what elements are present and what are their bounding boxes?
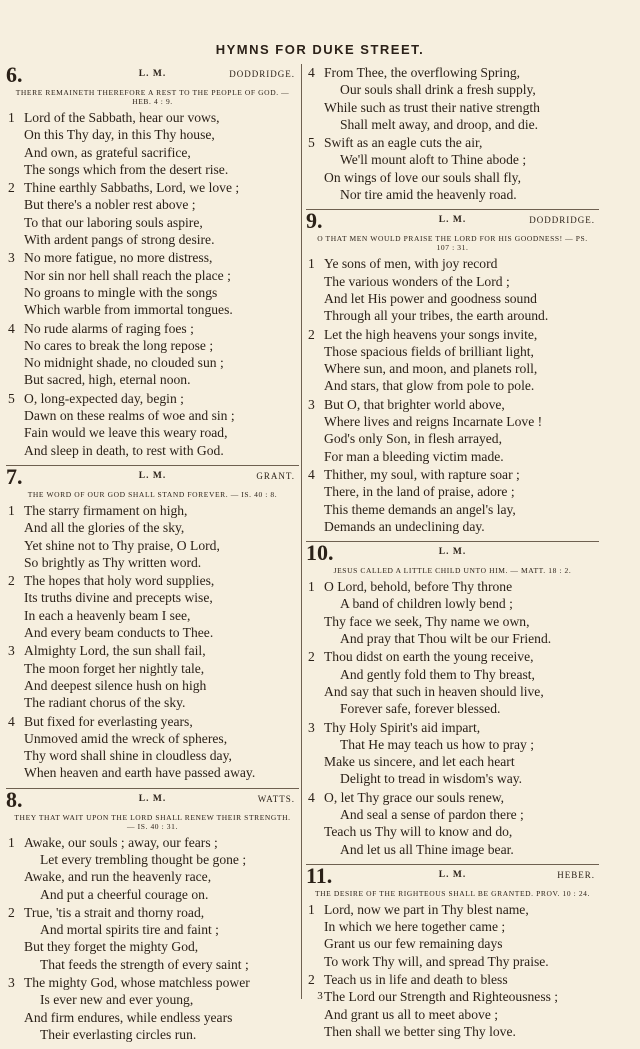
verse-text: Unmoved amid the wreck of spheres, <box>24 730 228 746</box>
stanza <box>6 713 299 782</box>
verse-line <box>306 666 599 683</box>
meter-label: L. M. <box>438 869 467 880</box>
verse-line <box>306 823 599 840</box>
verse-line <box>6 337 299 354</box>
verse-text: And deepest silence hush on high <box>24 677 207 693</box>
verse-line <box>6 660 299 677</box>
stanza-number: 3 <box>8 250 15 266</box>
stanza <box>6 834 299 903</box>
verse-text: The Lord our Strength and Righteousness ; <box>324 989 559 1005</box>
verse-text: Those spacious fields of brilliant light, <box>324 343 534 359</box>
verse-line <box>306 595 599 612</box>
verse-line <box>306 116 599 133</box>
verse-text: Is ever new and ever young, <box>40 992 194 1008</box>
stanza-number: 5 <box>8 390 15 406</box>
verse-line <box>6 214 299 231</box>
stanza <box>306 326 599 395</box>
stanza <box>306 255 599 324</box>
verse-line <box>306 466 599 483</box>
verse-text: The starry firmament on high, <box>24 502 188 518</box>
stanza <box>6 249 299 318</box>
stanza <box>306 901 599 970</box>
stanza-number: 4 <box>308 466 315 482</box>
hymn-8-continued <box>306 64 599 203</box>
verse-text: And own, as grateful sacrifice, <box>24 144 191 160</box>
verse-text: Thou didst on earth the young receive, <box>324 649 534 665</box>
stanza-number: 4 <box>308 789 315 805</box>
verse-text: This theme demands an angel's lay, <box>324 501 516 517</box>
verse-line <box>306 613 599 630</box>
column-divider <box>301 64 302 999</box>
stanza-number: 2 <box>8 573 15 589</box>
verse-line <box>306 1023 599 1040</box>
hymn-heading <box>6 465 299 490</box>
verse-line <box>6 974 299 991</box>
verse-line <box>6 747 299 764</box>
verse-text: A band of children lowly bend ; <box>340 596 513 612</box>
meter-label: L. M. <box>138 470 167 481</box>
stanza <box>6 572 299 641</box>
verse-line <box>6 921 299 938</box>
right-column <box>306 64 599 1046</box>
verse-line <box>6 371 299 388</box>
scripture-epigraph: THE DESIRE OF THE RIGHTEOUS SHALL BE GRANTED. PROV. 10 : 24. <box>314 888 591 898</box>
verse-line <box>306 255 599 272</box>
verse-text: There, in the land of praise, adore ; <box>324 484 515 500</box>
verse-line <box>306 169 599 186</box>
stanza <box>6 390 299 459</box>
verse-line <box>6 354 299 371</box>
stanza <box>306 396 599 465</box>
verse-text: That He may teach us how to pray ; <box>340 736 535 752</box>
meter-label: L. M. <box>138 69 167 79</box>
stanza-number: 2 <box>8 180 15 196</box>
verse-line <box>306 700 599 717</box>
stanza <box>306 64 599 133</box>
verse-line <box>6 607 299 624</box>
verse-line <box>6 390 299 407</box>
verse-line <box>306 134 599 151</box>
page-header: HYMNS FOR DUKE STREET. <box>215 42 425 57</box>
verse-line <box>6 1026 299 1043</box>
verse-line <box>306 971 599 988</box>
verse-line <box>6 284 299 301</box>
verse-text: No groans to mingle with the songs <box>24 284 218 300</box>
verse-text: Yet shine not to Thy praise, O Lord, <box>24 537 220 553</box>
verse-line <box>6 713 299 730</box>
verse-text: Dawn on these realms of woe and sin ; <box>24 408 235 424</box>
verse-text: And put a cheerful courage on. <box>40 886 209 902</box>
hymn-11 <box>306 864 599 1040</box>
verse-line <box>306 578 599 595</box>
verse-line <box>6 886 299 903</box>
scripture-epigraph: O THAT MEN WOULD PRAISE THE LORD FOR HIS GOODNESS! — PS. 107 : 31. <box>317 234 588 253</box>
verse-line <box>6 267 299 284</box>
verse-text: Our souls shall drink a fresh supply, <box>340 82 536 98</box>
verse-text: Thy Holy Spirit's aid impart, <box>324 719 481 735</box>
verse-text: In each a heavenly beam I see, <box>24 607 191 623</box>
stanza <box>306 719 599 788</box>
stanza <box>306 971 599 1040</box>
stanza-number: 4 <box>8 713 15 729</box>
verse-line <box>6 572 299 589</box>
verse-text: And sleep in death, to rest with God. <box>24 442 224 458</box>
meter-label: L. M. <box>138 793 167 804</box>
scripture-epigraph: JESUS CALLED A LITTLE CHILD UNTO HIM. — MATT. 18 : 2. <box>333 566 572 576</box>
verse-text: On wings of love our souls shall fly, <box>324 169 521 185</box>
stanza-number: 4 <box>8 320 15 336</box>
verse-text: Almighty Lord, the sun shall fail, <box>24 643 206 659</box>
stanza-number: 4 <box>308 65 315 80</box>
verse-text: So brightly as Thy written word. <box>24 554 202 570</box>
hymn-heading <box>306 864 599 889</box>
verse-text: Make us sincere, and let each heart <box>324 754 515 770</box>
verse-line <box>306 1006 599 1023</box>
verse-text: O Lord, behold, before Thy throne <box>324 579 513 595</box>
stanza-number: 5 <box>308 135 315 151</box>
verse-line <box>6 231 299 248</box>
verse-text: The hopes that holy word supplies, <box>24 573 215 589</box>
verse-line <box>6 677 299 694</box>
verse-text: Fain would we leave this weary road, <box>24 425 228 441</box>
verse-text: Swift as an eagle cuts the air, <box>324 135 483 151</box>
scripture-epigraph: THE WORD OF OUR GOD SHALL STAND FOREVER. — IS. 40 : 8. <box>27 489 278 499</box>
verse-text: Thy face we seek, Thy name we own, <box>324 613 530 629</box>
verse-line <box>306 413 599 430</box>
hymn-9 <box>306 209 599 535</box>
hymn-number: 9. <box>306 208 323 234</box>
verse-line <box>6 834 299 851</box>
verse-line <box>306 806 599 823</box>
meter-label: L. M. <box>438 215 467 226</box>
verse-text: Its truths divine and precepts wise, <box>24 590 213 606</box>
verse-text: The moon forget her nightly tale, <box>24 660 205 676</box>
author-name: GRANT. <box>256 470 295 481</box>
verse-line <box>6 179 299 196</box>
author-name: WATTS. <box>257 793 295 804</box>
verse-line <box>306 518 599 535</box>
stanza-number: 1 <box>8 834 15 850</box>
verse-text: Awake, our souls ; away, our fears ; <box>24 834 218 850</box>
verse-text: God's only Son, in flesh arrayed, <box>324 431 503 447</box>
verse-text: On this Thy day, in this Thy house, <box>24 127 215 143</box>
verse-text: And mortal spirits tire and faint ; <box>40 922 219 938</box>
verse-line <box>6 956 299 973</box>
stanza-number: 3 <box>308 719 315 735</box>
verse-text: Nor sin nor hell shall reach the place ; <box>24 267 231 283</box>
hymn-number: 11. <box>306 862 333 888</box>
verse-line <box>306 841 599 858</box>
verse-text: To that our laboring souls aspire, <box>24 214 203 230</box>
verse-line <box>306 377 599 394</box>
verse-text: And firm endures, while endless years <box>24 1009 233 1025</box>
stanza-number: 3 <box>308 396 315 412</box>
verse-text: Let every trembling thought be gone ; <box>40 851 247 867</box>
stanza <box>306 466 599 535</box>
verse-text: While such as trust their native strength <box>324 99 540 115</box>
verse-line <box>306 290 599 307</box>
verse-text: And say that such in heaven should live, <box>324 683 544 699</box>
verse-text: Nor tire amid the heavenly road. <box>340 187 517 203</box>
verse-line <box>306 396 599 413</box>
stanza <box>306 789 599 858</box>
verse-line <box>6 624 299 641</box>
verse-line <box>306 683 599 700</box>
verse-text: Grant us our few remaining days <box>324 936 503 952</box>
verse-text: Forever safe, forever blessed. <box>340 701 501 717</box>
stanza-number: 1 <box>8 110 15 125</box>
verse-text: Let the high heavens your songs invite, <box>324 326 538 342</box>
verse-text: Lord, now we part in Thy blest name, <box>324 901 529 917</box>
stanza-number: 1 <box>8 502 15 518</box>
verse-text: Thither, my soul, with rapture soar ; <box>324 466 520 482</box>
verse-text: The various wonders of the Lord ; <box>324 273 510 289</box>
verse-text: We'll mount aloft to Thine abode ; <box>340 152 527 168</box>
verse-text: True, 'tis a strait and thorny road, <box>24 904 205 920</box>
verse-text: And every beam conducts to Thee. <box>24 625 214 641</box>
verse-line <box>6 1009 299 1026</box>
verse-line <box>6 161 299 178</box>
stanza <box>306 134 599 203</box>
verse-text: And grant us all to meet above ; <box>324 1006 499 1022</box>
hymn-8 <box>6 788 299 1044</box>
stanza <box>306 648 599 717</box>
verse-line <box>306 501 599 518</box>
verse-line <box>306 448 599 465</box>
verse-text: Through all your tribes, the earth around. <box>324 308 549 324</box>
verse-line <box>6 196 299 213</box>
verse-text: To work Thy will, and spread Thy praise. <box>324 953 549 969</box>
verse-text: The mighty God, whose matchless power <box>24 975 250 991</box>
verse-text: Shall melt away, and droop, and die. <box>340 116 539 132</box>
verse-line <box>6 764 299 781</box>
verse-line <box>306 901 599 918</box>
verse-text: No cares to break the long repose ; <box>24 337 214 353</box>
verse-line <box>306 273 599 290</box>
verse-line <box>306 648 599 665</box>
verse-line <box>6 519 299 536</box>
stanza-number: 2 <box>308 649 315 665</box>
author-name: DODDRIDGE. <box>529 215 595 226</box>
verse-line <box>306 360 599 377</box>
verse-line <box>306 918 599 935</box>
verse-text: Teach us in life and death to bless <box>324 972 508 988</box>
verse-line <box>6 442 299 459</box>
verse-line <box>6 301 299 318</box>
stanza <box>6 320 299 389</box>
stanza-number: 2 <box>308 972 315 988</box>
verse-line <box>306 953 599 970</box>
stanza-number: 1 <box>308 256 315 272</box>
hymn-number: 10. <box>306 540 334 566</box>
verse-line <box>306 719 599 736</box>
page-number: 3 <box>317 990 323 1002</box>
verse-line <box>6 730 299 747</box>
verse-text: From Thee, the overflowing Spring, <box>324 65 521 80</box>
verse-text: Where lives and reigns Incarnate Love ! <box>324 414 543 430</box>
scripture-epigraph: THERE REMAINETH THEREFORE A REST TO THE PEOPLE OF GOD. — HEB. 4 : 9. <box>15 88 290 106</box>
verse-line <box>6 407 299 424</box>
verse-text: Thy word shall shine in cloudless day, <box>24 748 232 764</box>
verse-text: In which we here together came ; <box>324 919 506 935</box>
verse-line <box>306 770 599 787</box>
hymn-heading <box>6 788 299 813</box>
hymn-heading <box>306 209 599 234</box>
verse-text: The radiant chorus of the sky. <box>24 695 186 711</box>
verse-text: That feeds the strength of every saint ; <box>40 956 249 972</box>
verse-line <box>6 851 299 868</box>
verse-line <box>6 126 299 143</box>
verse-text: But sacred, high, eternal noon. <box>24 372 191 388</box>
verse-line <box>306 343 599 360</box>
verse-text: When heaven and earth have passed away. <box>24 765 256 781</box>
stanza <box>6 109 299 178</box>
verse-text: O, let Thy grace our souls renew, <box>324 789 505 805</box>
verse-line <box>306 630 599 647</box>
stanza-number: 2 <box>308 326 315 342</box>
verse-line <box>306 789 599 806</box>
author-name: DODDRIDGE. <box>229 69 295 79</box>
verse-line <box>306 430 599 447</box>
stanza-number: 1 <box>308 901 315 917</box>
stanza <box>6 642 299 711</box>
verse-line <box>306 186 599 203</box>
verse-text: The songs which from the desert rise. <box>24 161 229 177</box>
verse-text: But fixed for everlasting years, <box>24 713 193 729</box>
verse-line <box>306 483 599 500</box>
stanza-number: 1 <box>308 579 315 595</box>
left-column <box>6 64 299 1049</box>
verse-text: And stars, that glow from pole to pole. <box>324 378 535 394</box>
meter-label: L. M. <box>438 547 467 558</box>
verse-text: O, long-expected day, begin ; <box>24 390 184 406</box>
verse-text: No midnight shade, no clouded sun ; <box>24 355 224 371</box>
verse-line <box>306 64 599 81</box>
verse-text: Where sun, and moon, and planets roll, <box>324 361 538 377</box>
verse-text: And let His power and goodness sound <box>324 290 537 306</box>
stanza-number: 3 <box>8 643 15 659</box>
stanza <box>6 974 299 1043</box>
verse-line <box>6 109 299 126</box>
verse-line <box>306 935 599 952</box>
verse-text: With ardent pangs of strong desire. <box>24 232 215 248</box>
verse-line <box>306 99 599 116</box>
verse-line <box>306 326 599 343</box>
hymn-10 <box>306 541 599 858</box>
stanza-number: 3 <box>8 975 15 991</box>
hymn-6 <box>6 64 299 459</box>
verse-line <box>6 694 299 711</box>
verse-line <box>6 320 299 337</box>
hymn-heading <box>306 541 599 566</box>
verse-line <box>306 81 599 98</box>
verse-text: But there's a nobler rest above ; <box>24 197 196 213</box>
hymn-heading <box>6 64 299 88</box>
verse-text: Their everlasting circles run. <box>40 1026 197 1042</box>
verse-text: Which warble from immortal tongues. <box>24 302 233 318</box>
verse-text: But O, that brighter world above, <box>324 396 505 412</box>
verse-line <box>6 938 299 955</box>
verse-text: Lord of the Sabbath, hear our vows, <box>24 110 220 125</box>
stanza <box>6 179 299 248</box>
verse-line <box>306 307 599 324</box>
verse-text: And all the glories of the sky, <box>24 520 185 536</box>
verse-line <box>6 904 299 921</box>
verse-line <box>306 736 599 753</box>
stanza <box>306 578 599 647</box>
scripture-epigraph: THEY THAT WAIT UPON THE LORD SHALL RENEW THEIR STRENGTH. — IS. 40 : 31. <box>14 812 291 831</box>
verse-text: Teach us Thy will to know and do, <box>324 824 513 840</box>
verse-line <box>6 144 299 161</box>
verse-text: No more fatigue, no more distress, <box>24 250 213 266</box>
stanza <box>6 502 299 571</box>
verse-line <box>6 589 299 606</box>
verse-text: And seal a sense of pardon there ; <box>340 806 524 822</box>
author-name: HEBER. <box>557 869 595 880</box>
verse-text: No rude alarms of raging foes ; <box>24 320 194 336</box>
hymn-number: 6. <box>6 62 23 87</box>
verse-line <box>306 753 599 770</box>
verse-text: Then shall we better sing Thy love. <box>324 1023 516 1039</box>
verse-text: Demands an undeclining day. <box>324 518 485 534</box>
verse-text: And let us all Thine image bear. <box>340 841 514 857</box>
stanza-number: 2 <box>8 904 15 920</box>
verse-text: And gently fold them to Thy breast, <box>340 666 535 682</box>
verse-line <box>6 249 299 266</box>
hymn-number: 7. <box>6 463 23 489</box>
verse-text: Ye sons of men, with joy record <box>324 256 498 272</box>
verse-line <box>6 868 299 885</box>
verse-line <box>306 151 599 168</box>
hymn-number: 8. <box>6 786 23 812</box>
verse-text: Awake, and run the heavenly race, <box>24 869 212 885</box>
verse-line <box>6 642 299 659</box>
verse-text: But they forget the mighty God, <box>24 939 199 955</box>
verse-line <box>6 537 299 554</box>
verse-line <box>6 502 299 519</box>
verse-line <box>6 554 299 571</box>
verse-text: For man a bleeding victim made. <box>324 448 504 464</box>
hymn-7 <box>6 465 299 782</box>
verse-text: And pray that Thou wilt be our Friend. <box>340 631 552 647</box>
verse-line <box>6 424 299 441</box>
stanza <box>6 904 299 973</box>
verse-text: Delight to tread in wisdom's way. <box>340 771 523 787</box>
verse-text: Thine earthly Sabbaths, Lord, we love ; <box>24 180 240 196</box>
